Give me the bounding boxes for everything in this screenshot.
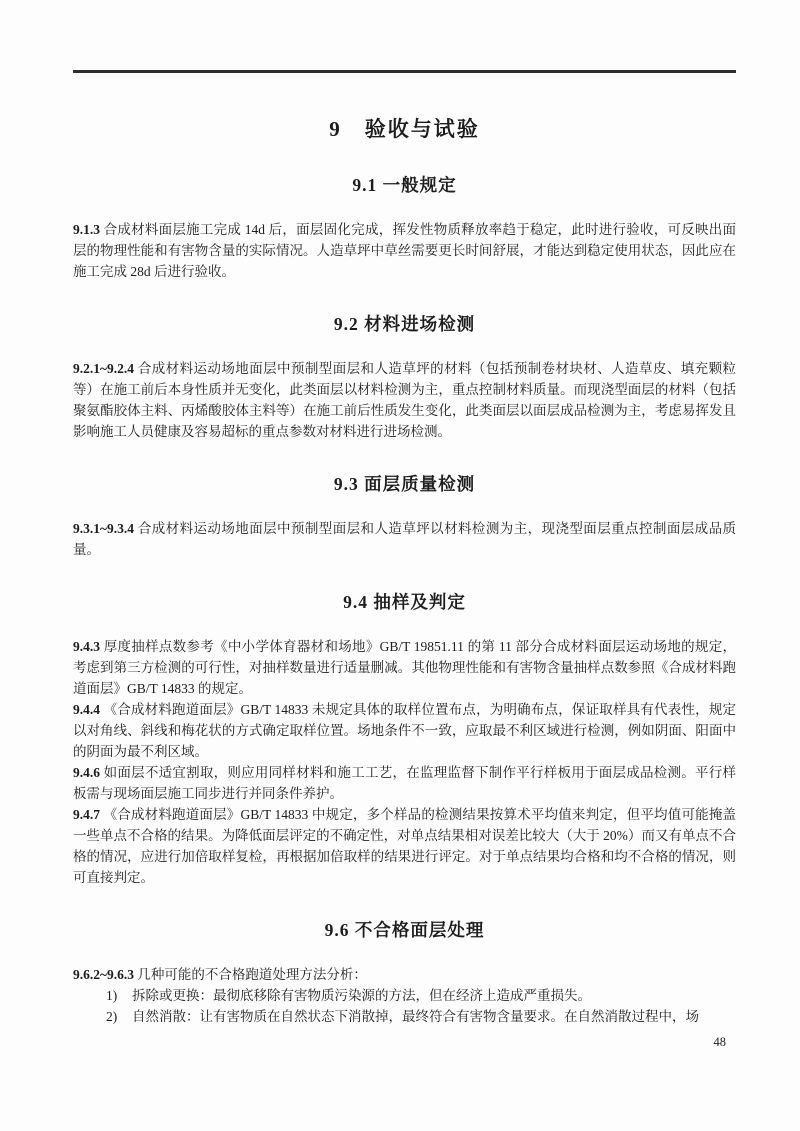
list-item-marker: 2) [106, 1009, 118, 1024]
paragraph [73, 699, 736, 762]
clause-number: 9.4.3 [73, 639, 100, 654]
clause-text: 几种可能的不合格跑道处理方法分析： [137, 967, 367, 982]
clause-text: 合成材料运动场地面层中预制型面层和人造草坪的材料（包括预制卷材块材、人造草皮、填充颗粒等）在施工前后本身性质并无变化，此类面层以材料检测为主，重点控制材料质量。而现浇型面层的材料（包括聚氨酯胶体主料、丙烯酸胶体主料等）在施工前后性质发生变化，此类面层以面层成品检测为主，考虑易挥发且影响施工人员健康及容易超标的重点参数对材料进行进场检测。 [73, 361, 736, 439]
clause-text: 厚度抽样点数参考《中小学体育器材和场地》GB/T 19851.11 的第 11 部分合成材料面层运动场地的规定，考虑到第三方检测的可行性，对抽样数量进行适量删减。其他物理性能和有害物含量抽样点数参照《合成材料跑道面层》GB/T 14833 的规定。 [73, 639, 737, 696]
paragraph [73, 219, 736, 282]
clause-text: 如面层不适宜割取，则应用同样材料和施工工艺，在监理监督下制作平行样板用于面层成品检测。平行样板需与现场面层施工同步进行并同条件养护。 [73, 765, 737, 801]
numbered-list [73, 985, 736, 1027]
paragraph [73, 804, 736, 888]
clause-number: 9.4.6 [73, 765, 100, 780]
paragraph [73, 636, 736, 699]
section-9-6 [73, 918, 736, 1027]
list-item [73, 1006, 736, 1027]
clause-text: 合成材料运动场地面层中预制型面层和人造草坪以材料检测为主，现浇型面层重点控制面层成品质量。 [73, 521, 736, 557]
section-heading: 9.3 面层质量检测 [333, 474, 476, 494]
paragraph [73, 964, 736, 985]
list-item-text: 拆除或更换：最彻底移除有害物质污染源的方法，但在经济上造成严重损失。 [132, 988, 591, 1003]
section-heading: 9.2 材料进场检测 [333, 314, 476, 334]
clause-number: 9.1.3 [73, 222, 100, 237]
section-heading: 9.6 不合格面层处理 [324, 920, 485, 940]
section-9-2 [73, 312, 736, 442]
page-number: 48 [713, 1035, 726, 1049]
section-9-1 [73, 173, 736, 282]
list-item-text: 自然消散：让有害物质在自然状态下消散掉，最终符合有害物含量要求。在自然消散过程中，场 [132, 1009, 699, 1024]
section-heading: 9.4 抽样及判定 [343, 592, 466, 612]
list-item-marker: 1) [106, 988, 118, 1003]
clause-text: 《合成材料跑道面层》GB/T 14833 中规定，多个样品的检测结果按算术平均值来判定，但平均值可能掩盖一些单点不合格的结果。为降低面层评定的不确定性，对单点结果相对误差比较大（大于 20%）而又有单点不合格的情况，应进行加倍取样复检，再根据加倍取样的结果进行评定。对于单点结果均合格和均不合格的情况，则可直接判定。 [73, 807, 737, 885]
section-9-4 [73, 590, 736, 888]
clause-number: 9.2.1~9.2.4 [73, 361, 135, 376]
paragraph [73, 762, 736, 804]
section-9-3 [73, 472, 736, 560]
page-content [73, 73, 736, 1027]
paragraph [73, 518, 736, 560]
clause-text: 合成材料面层施工完成 14d 后，面层固化完成，挥发性物质释放率趋于稳定，此时进行验收，可反映出面层的物理性能和有害物含量的实际情况。人造草坪中草丝需要更长时间舒展，才能达到稳定使用状态，因此应在施工完成 28d 后进行验收。 [73, 222, 737, 279]
clause-text: 《合成材料跑道面层》GB/T 14833 未规定具体的取样位置布点，为明确布点，保证取样具有代表性，规定以对角线、斜线和梅花状的方式确定取样位置。场地条件不一致，应取最不利区域进行检测，例如阴面、阳面中的阴面为最不利区域。 [73, 702, 737, 759]
clause-number: 9.3.1~9.3.4 [73, 521, 135, 536]
clause-number: 9.4.7 [73, 807, 100, 822]
paragraph [73, 358, 736, 442]
chapter-heading: 9 验收与试验 [329, 117, 480, 141]
list-item [73, 985, 736, 1006]
clause-number: 9.4.4 [73, 702, 100, 717]
section-heading: 9.1 一般规定 [352, 175, 457, 195]
clause-number: 9.6.2~9.6.3 [73, 967, 135, 982]
